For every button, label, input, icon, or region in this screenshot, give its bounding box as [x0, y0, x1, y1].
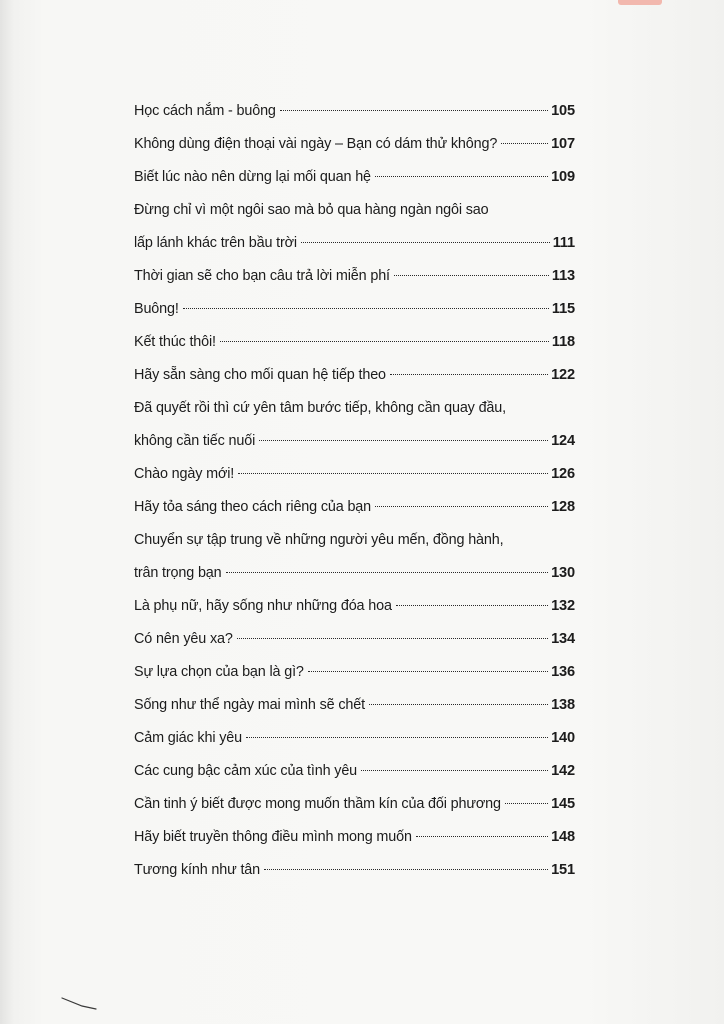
toc-entry-line-wrapped [134, 194, 575, 227]
toc-entry[interactable] [134, 623, 575, 656]
toc-entry-line [134, 755, 575, 788]
toc-page-number: 136 [551, 664, 575, 680]
toc-entry[interactable] [134, 359, 575, 392]
toc-page-number: 124 [551, 433, 575, 449]
toc-entry-line [134, 95, 575, 128]
toc-entry-title: Học cách nắm - buông [134, 103, 276, 119]
dot-leader [226, 572, 549, 573]
toc-entry-title: Hãy sẵn sàng cho mối quan hệ tiếp theo [134, 367, 386, 383]
toc-entry[interactable] [134, 326, 575, 359]
dot-leader [280, 110, 548, 111]
dot-leader [396, 605, 548, 606]
toc-entry-title: Không dùng điện thoại vài ngày – Bạn có dám thử không? [134, 136, 498, 152]
toc-entry-line [134, 854, 575, 887]
toc-page-number: 109 [551, 169, 575, 185]
toc-entry[interactable] [134, 524, 575, 590]
toc-entry[interactable] [134, 656, 575, 689]
toc-entry-line [134, 788, 575, 821]
toc-entry-title: Sống như thể ngày mai mình sẽ chết [134, 697, 365, 713]
toc-entry-line [134, 656, 575, 689]
dot-leader [375, 506, 548, 507]
toc-entry-line [134, 326, 575, 359]
page-edge-shadow [0, 0, 14, 1024]
dot-leader [369, 704, 548, 705]
toc-page-number: 145 [551, 796, 575, 812]
toc-entry-title: Cần tinh ý biết được mong muốn thầm kín của đối phương [134, 796, 501, 812]
toc-entry[interactable] [134, 260, 575, 293]
toc-page-number: 140 [551, 730, 575, 746]
toc-entry-title: Sự lựa chọn của bạn là gì? [134, 664, 304, 680]
toc-entry-line [134, 425, 575, 458]
toc-page-number: 113 [551, 268, 575, 284]
toc-page-number: 128 [551, 499, 575, 515]
toc-entry-line [134, 623, 575, 656]
table-of-contents [134, 95, 575, 887]
toc-page-number: 130 [551, 565, 575, 581]
toc-entry-line [134, 128, 575, 161]
toc-entry-line-wrapped [134, 392, 575, 425]
toc-page-number: 148 [551, 829, 575, 845]
toc-entry-line [134, 557, 575, 590]
toc-page-number: 118 [551, 334, 575, 350]
toc-entry[interactable] [134, 194, 575, 260]
toc-entry[interactable] [134, 392, 575, 458]
toc-entry-line [134, 491, 575, 524]
dot-leader [220, 341, 549, 342]
toc-entry-title: Chào ngày mới! [134, 466, 235, 482]
toc-entry[interactable] [134, 293, 575, 326]
toc-page-number: 122 [551, 367, 575, 383]
toc-entry-title: Có nên yêu xa? [134, 631, 233, 647]
dot-leader [505, 803, 548, 804]
toc-page-number: 126 [551, 466, 575, 482]
toc-entry-title: Thời gian sẽ cho bạn câu trả lời miễn phí [134, 268, 390, 284]
toc-page-number: 105 [551, 103, 575, 119]
pen-scratch-mark [60, 994, 100, 1012]
toc-page-number: 134 [551, 631, 575, 647]
dot-leader [375, 176, 548, 177]
toc-entry-title: lấp lánh khác trên bầu trời [134, 235, 297, 251]
toc-entry-line [134, 359, 575, 392]
toc-entry-title: Kết thúc thôi! [134, 334, 216, 350]
toc-entry-title: Cảm giác khi yêu [134, 730, 242, 746]
toc-entry[interactable] [134, 161, 575, 194]
toc-entry[interactable] [134, 95, 575, 128]
toc-entry-line [134, 161, 575, 194]
toc-entry-title: Hãy tỏa sáng theo cách riêng của bạn [134, 499, 372, 515]
toc-entry-line [134, 590, 575, 623]
toc-entry-title: Các cung bậc cảm xúc của tình yêu [134, 763, 358, 779]
toc-page-number: 138 [551, 697, 575, 713]
toc-entry-title: không cần tiếc nuối [134, 433, 256, 449]
toc-entry[interactable] [134, 821, 575, 854]
toc-entry[interactable] [134, 590, 575, 623]
toc-page-number: 111 [552, 235, 575, 251]
toc-entry[interactable] [134, 491, 575, 524]
toc-entry-line [134, 689, 575, 722]
dot-leader [238, 473, 548, 474]
dot-leader [416, 836, 548, 837]
toc-entry-title: Đã quyết rồi thì cứ yên tâm bước tiếp, không cần quay đầu, [134, 400, 506, 416]
toc-entry[interactable] [134, 854, 575, 887]
toc-page-number: 132 [551, 598, 575, 614]
dot-leader [394, 275, 549, 276]
toc-entry-title: Hãy biết truyền thông điều mình mong muốn [134, 829, 412, 845]
toc-page-number: 115 [551, 301, 575, 317]
toc-entry-title: Biết lúc nào nên dừng lại mối quan hệ [134, 169, 371, 185]
corner-color-mark [618, 0, 662, 5]
toc-entry[interactable] [134, 788, 575, 821]
toc-entry-line [134, 227, 575, 260]
toc-page-number: 142 [551, 763, 575, 779]
toc-entry-title: trân trọng bạn [134, 565, 222, 581]
toc-entry-title: Chuyển sự tập trung về những người yêu mến, đồng hành, [134, 532, 504, 548]
toc-entry[interactable] [134, 458, 575, 491]
toc-entry[interactable] [134, 128, 575, 161]
dot-leader [237, 638, 548, 639]
toc-entry-title: Đừng chỉ vì một ngôi sao mà bỏ qua hàng ngàn ngôi sao [134, 202, 489, 218]
dot-leader [361, 770, 548, 771]
dot-leader [301, 242, 550, 243]
toc-page-number: 107 [551, 136, 575, 152]
toc-entry-line [134, 722, 575, 755]
toc-entry-title: Tương kính như tân [134, 862, 261, 878]
toc-entry-line-wrapped [134, 524, 575, 557]
toc-entry-line [134, 293, 575, 326]
toc-entry-title: Là phụ nữ, hãy sống như những đóa hoa [134, 598, 392, 614]
toc-entry-line [134, 458, 575, 491]
toc-entry[interactable] [134, 755, 575, 788]
dot-leader [390, 374, 548, 375]
toc-entry[interactable] [134, 722, 575, 755]
dot-leader [501, 143, 548, 144]
toc-entry-title: Buông! [134, 301, 179, 317]
toc-entry-line [134, 821, 575, 854]
dot-leader [246, 737, 548, 738]
dot-leader [259, 440, 548, 441]
toc-page-number: 151 [551, 862, 575, 878]
dot-leader [264, 869, 548, 870]
dot-leader [183, 308, 549, 309]
toc-entry[interactable] [134, 689, 575, 722]
dot-leader [308, 671, 548, 672]
toc-entry-line [134, 260, 575, 293]
